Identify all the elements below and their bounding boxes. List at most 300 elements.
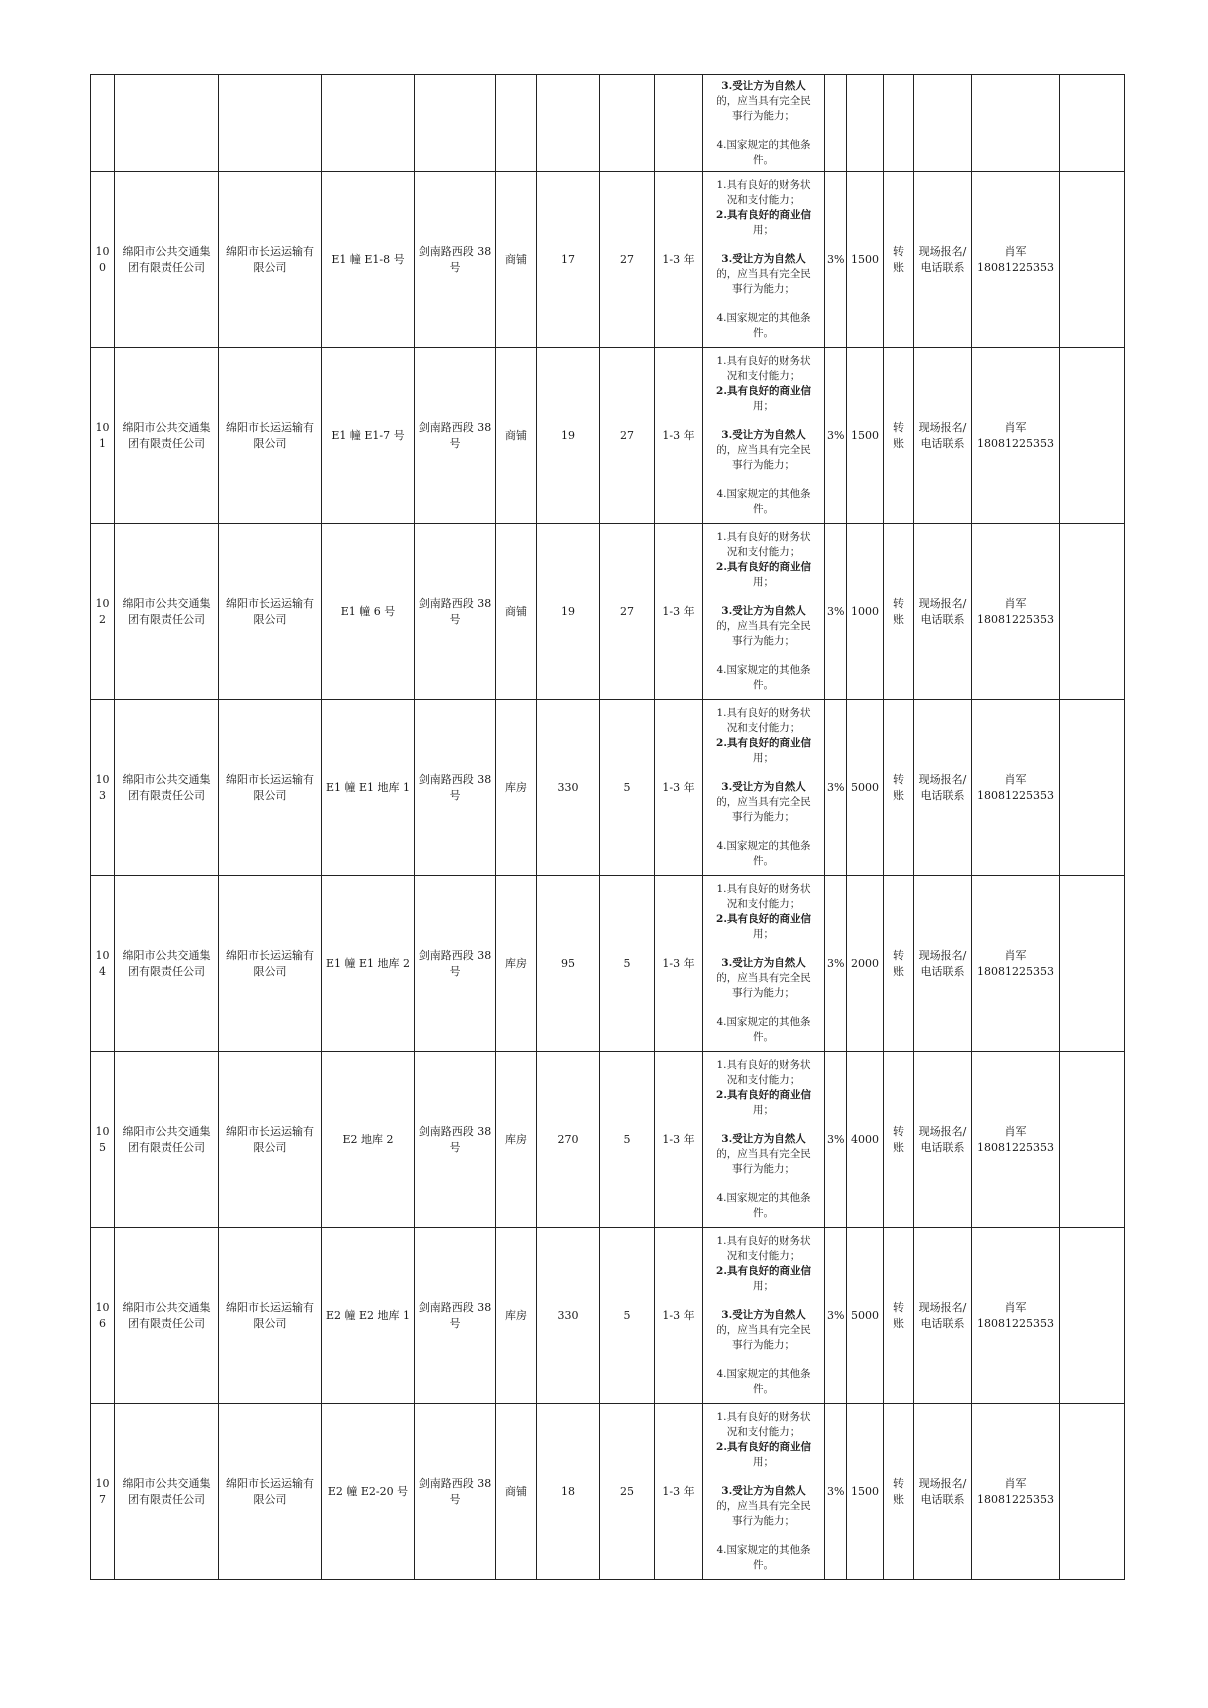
cell-method [914,75,972,172]
payment-line-1: 转 [893,596,904,610]
rental-listing-table [90,74,1125,1580]
table-row [91,1228,1125,1404]
condition-3-line-3: 事行为能力； [732,987,795,999]
cell-address [415,1404,496,1580]
condition-2-line-1 [705,384,822,399]
operator-line-2: 限公司 [253,1492,287,1506]
condition-4-line-1: 4.国家规定的其他条 [716,840,811,852]
cell-owner [115,75,219,172]
condition-3-line-1 [705,780,822,795]
contact-phone: 18081225353 [977,1316,1054,1330]
condition-1-line-2: 况和支付能力； [726,722,801,734]
operator-line-2: 限公司 [253,436,287,450]
condition-1-line-2: 况和支付能力； [726,546,801,558]
operator-line-2: 限公司 [253,1140,287,1154]
condition-2-line-2: 用； [753,928,774,940]
cell-area: 18 [537,1404,600,1580]
table-row [91,876,1125,1052]
cell-term: 1-3 年 [655,1404,703,1580]
cell-deposit: 4000 [847,1052,884,1228]
contact-name: 肖军 [1004,596,1027,610]
condition-gap [705,297,822,311]
cell-area: 19 [537,524,600,700]
condition-4-line-1: 4.国家规定的其他条 [716,1544,811,1556]
cell-operator [219,75,322,172]
condition-1-line-2: 况和支付能力； [726,1074,801,1086]
cell-remarks [1060,1404,1125,1580]
cell-remarks [1060,172,1125,348]
operator-line-1: 绵阳市长运运输有 [226,772,314,786]
condition-gap [705,473,822,487]
owner-line-2: 团有限责任公司 [128,260,205,274]
cell-increase: 3% [825,172,847,348]
condition-3-line-2: 的，应当具有完全民 [716,1500,811,1512]
cell-asset: E1 幢 E1-8 号 [322,172,415,348]
cell-term [655,75,703,172]
cell-conditions [703,172,825,348]
payment-line-1: 转 [893,1476,904,1490]
method-line-2: 电话联系 [920,436,965,450]
condition-2-line-1 [705,560,822,575]
method-line-2: 电话联系 [920,260,965,274]
condition-gap [705,1177,822,1191]
cell-deposit: 1000 [847,524,884,700]
cell-area: 270 [537,1052,600,1228]
contact-name: 肖军 [1004,772,1027,786]
cell-owner [115,524,219,700]
contact-name: 肖军 [1004,1476,1027,1490]
table-row [91,1404,1125,1580]
cell-owner [115,1228,219,1404]
condition-3-number: 3.受让方为自然人 [721,253,806,265]
condition-gap [705,766,822,780]
contact-phone: 18081225353 [977,436,1054,450]
cell-use: 商铺 [496,1404,537,1580]
method-line-1: 现场报名/ [918,1124,967,1138]
condition-3-number: 3.受让方为自然人 [721,1485,806,1497]
cell-price: 27 [600,348,655,524]
condition-3-number: 3.受让方为自然人 [721,1309,806,1321]
cell-method [914,524,972,700]
condition-1-line-2: 况和支付能力； [726,1250,801,1262]
operator-line-2: 限公司 [253,964,287,978]
owner-line-1: 绵阳市公共交通集 [122,1124,211,1138]
contact-name: 肖军 [1004,1124,1027,1138]
cell-operator [219,876,322,1052]
condition-2-number: 2.具有良好的商业信 [716,1265,811,1277]
condition-2-number: 2.具有良好的商业信 [716,209,811,221]
cell-term: 1-3 年 [655,348,703,524]
cell-increase: 3% [825,524,847,700]
condition-3-line-3: 事行为能力； [732,635,795,647]
owner-line-2: 团有限责任公司 [128,612,205,626]
condition-gap [705,1470,822,1484]
cell-no: 103 [91,700,115,876]
contact-phone: 18081225353 [977,964,1054,978]
table-row [91,172,1125,348]
cell-deposit: 5000 [847,700,884,876]
condition-2-number: 2.具有良好的商业信 [716,913,811,925]
cell-payment [884,1228,914,1404]
method-line-2: 电话联系 [920,612,965,626]
operator-line-1: 绵阳市长运运输有 [226,420,314,434]
cell-term: 1-3 年 [655,172,703,348]
condition-3-line-2: 的，应当具有完全民 [716,268,811,280]
cell-remarks [1060,700,1125,876]
cell-deposit: 1500 [847,172,884,348]
cell-increase: 3% [825,1052,847,1228]
cell-address [415,524,496,700]
condition-4-line-2: 件。 [753,1383,774,1395]
cell-no: 102 [91,524,115,700]
cell-method [914,172,972,348]
condition-3-number: 3.受让方为自然人 [721,1133,806,1145]
condition-3-line-1 [705,252,822,267]
address-line-1: 剑南路西段 38 [418,596,492,610]
cell-payment [884,172,914,348]
cell-contact [972,524,1060,700]
payment-line-2: 账 [893,964,904,978]
cell-area: 330 [537,1228,600,1404]
contact-phone: 18081225353 [977,788,1054,802]
operator-line-1: 绵阳市长运运输有 [226,1476,314,1490]
cell-increase: 3% [825,876,847,1052]
condition-1-line-1: 1.具有良好的财务状 [716,883,811,895]
payment-line-2: 账 [893,788,904,802]
payment-line-1: 转 [893,244,904,258]
owner-line-1: 绵阳市公共交通集 [122,596,211,610]
cell-term: 1-3 年 [655,524,703,700]
cell-use: 商铺 [496,524,537,700]
cell-contact [972,876,1060,1052]
condition-2-line-2: 用； [753,224,774,236]
operator-line-2: 限公司 [253,1316,287,1330]
method-line-2: 电话联系 [920,1140,965,1154]
condition-4-line-2: 件。 [753,503,774,515]
address-line-2: 号 [449,1316,461,1330]
cell-remarks [1060,348,1125,524]
cell-asset: E1 幢 6 号 [322,524,415,700]
cell-payment [884,75,914,172]
cell-operator [219,1228,322,1404]
condition-3-line-1 [705,428,822,443]
cell-increase [825,75,847,172]
method-line-2: 电话联系 [920,964,965,978]
condition-2-line-2: 用； [753,576,774,588]
condition-3-line-3: 事行为能力； [732,811,795,823]
condition-4-line-2: 件。 [753,679,774,691]
method-line-1: 现场报名/ [918,948,967,962]
condition-2-line-1 [705,208,822,223]
payment-line-1: 转 [893,420,904,434]
cell-no: 101 [91,348,115,524]
cell-no: 107 [91,1404,115,1580]
address-line-1: 剑南路西段 38 [418,1476,492,1490]
contact-phone: 18081225353 [977,260,1054,274]
condition-2-number: 2.具有良好的商业信 [716,737,811,749]
cell-increase: 3% [825,1228,847,1404]
address-line-2: 号 [449,1492,461,1506]
condition-2-line-2: 用； [753,1104,774,1116]
address-line-2: 号 [449,260,461,274]
address-line-1: 剑南路西段 38 [418,1124,492,1138]
contact-phone: 18081225353 [977,612,1054,626]
condition-2-line-2: 用； [753,1456,774,1468]
cell-payment [884,348,914,524]
condition-4-line-1: 4.国家规定的其他条 [716,664,811,676]
condition-gap [705,124,822,138]
operator-line-1: 绵阳市长运运输有 [226,1300,314,1314]
table-row [91,524,1125,700]
cell-term: 1-3 年 [655,1052,703,1228]
cell-contact [972,75,1060,172]
cell-conditions [703,700,825,876]
condition-4-line-1: 4.国家规定的其他条 [716,138,811,151]
operator-line-1: 绵阳市长运运输有 [226,244,314,258]
cell-area: 17 [537,172,600,348]
payment-line-1: 转 [893,948,904,962]
cell-remarks [1060,1228,1125,1404]
cell-address [415,876,496,1052]
payment-line-2: 账 [893,612,904,626]
cell-address [415,1228,496,1404]
cell-use: 库房 [496,1052,537,1228]
cell-conditions [703,1404,825,1580]
condition-gap [705,1001,822,1015]
cell-method [914,348,972,524]
address-line-2: 号 [449,964,461,978]
condition-2-line-2: 用； [753,400,774,412]
cell-remarks [1060,524,1125,700]
cell-contact [972,700,1060,876]
contact-phone: 18081225353 [977,1140,1054,1154]
cell-use: 库房 [496,1228,537,1404]
owner-line-1: 绵阳市公共交通集 [122,948,211,962]
condition-3-line-3: 事行为能力； [732,1339,795,1351]
condition-4-line-1: 4.国家规定的其他条 [716,1016,811,1028]
cell-method [914,876,972,1052]
condition-2-line-1 [705,1440,822,1455]
cell-area: 330 [537,700,600,876]
cell-address [415,348,496,524]
address-line-2: 号 [449,788,461,802]
condition-3-line-2: 的，应当具有完全民 [716,1324,811,1336]
condition-3-line-2: 的，应当具有完全民 [716,972,811,984]
cell-payment [884,524,914,700]
cell-use: 库房 [496,700,537,876]
address-line-1: 剑南路西段 38 [418,244,492,258]
contact-name: 肖军 [1004,948,1027,962]
condition-3-line-3: 事行为能力； [732,283,795,295]
cell-contact [972,1228,1060,1404]
condition-1-line-1: 1.具有良好的财务状 [716,179,811,191]
condition-2-number: 2.具有良好的商业信 [716,1089,811,1101]
contact-name: 肖军 [1004,420,1027,434]
condition-3-number: 3.受让方为自然人 [721,79,806,92]
cell-price [600,75,655,172]
cell-owner [115,700,219,876]
cell-contact [972,172,1060,348]
condition-2-line-1 [705,1264,822,1279]
owner-line-1: 绵阳市公共交通集 [122,420,211,434]
address-line-2: 号 [449,436,461,450]
cell-conditions [703,348,825,524]
owner-line-2: 团有限责任公司 [128,788,205,802]
cell-price: 5 [600,1228,655,1404]
payment-line-1: 转 [893,1124,904,1138]
condition-gap [705,942,822,956]
cell-price: 5 [600,700,655,876]
condition-1-line-2: 况和支付能力； [726,898,801,910]
condition-3-number: 3.受让方为自然人 [721,429,806,441]
table-row [91,700,1125,876]
owner-line-1: 绵阳市公共交通集 [122,1300,211,1314]
cell-operator [219,1404,322,1580]
condition-4-line-2: 件。 [753,153,774,166]
cell-increase: 3% [825,348,847,524]
address-line-1: 剑南路西段 38 [418,420,492,434]
operator-line-1: 绵阳市长运运输有 [226,1124,314,1138]
cell-no: 106 [91,1228,115,1404]
condition-1-line-1: 1.具有良好的财务状 [716,355,811,367]
cell-conditions [703,1228,825,1404]
cell-price: 5 [600,876,655,1052]
cell-asset: E2 幢 E2-20 号 [322,1404,415,1580]
cell-payment [884,1404,914,1580]
cell-increase: 3% [825,700,847,876]
condition-gap [705,1353,822,1367]
cell-area [537,75,600,172]
cell-operator [219,524,322,700]
condition-3-line-2: 的，应当具有完全民 [716,1148,811,1160]
address-line-1: 剑南路西段 38 [418,772,492,786]
method-line-1: 现场报名/ [918,244,967,258]
condition-3-line-2: 的，应当具有完全民 [716,796,811,808]
cell-term: 1-3 年 [655,876,703,1052]
operator-line-2: 限公司 [253,612,287,626]
payment-line-2: 账 [893,1492,904,1506]
cell-price: 25 [600,1404,655,1580]
cell-conditions [703,75,825,172]
contact-name: 肖军 [1004,244,1027,258]
operator-line-1: 绵阳市长运运输有 [226,596,314,610]
condition-2-line-2: 用； [753,1280,774,1292]
cell-deposit [847,75,884,172]
condition-3-line-3: 事行为能力； [732,459,795,471]
cell-contact [972,1404,1060,1580]
payment-line-2: 账 [893,1140,904,1154]
cell-address [415,1052,496,1228]
condition-3-line-3: 事行为能力； [732,109,795,122]
cell-address [415,75,496,172]
condition-3-line-1 [705,604,822,619]
owner-line-2: 团有限责任公司 [128,1316,205,1330]
method-line-2: 电话联系 [920,1492,965,1506]
cell-conditions [703,524,825,700]
contact-phone: 18081225353 [977,1492,1054,1506]
cell-owner [115,1052,219,1228]
condition-4-line-1: 4.国家规定的其他条 [716,1368,811,1380]
cell-use: 库房 [496,876,537,1052]
method-line-1: 现场报名/ [918,420,967,434]
condition-2-number: 2.具有良好的商业信 [716,561,811,573]
cell-payment [884,700,914,876]
owner-line-2: 团有限责任公司 [128,1140,205,1154]
condition-3-line-3: 事行为能力； [732,1515,795,1527]
cell-asset: E2 地库 2 [322,1052,415,1228]
condition-3-number: 3.受让方为自然人 [721,781,806,793]
cell-method [914,700,972,876]
method-line-1: 现场报名/ [918,1300,967,1314]
condition-3-line-1 [705,1308,822,1323]
condition-1-line-1: 1.具有良好的财务状 [716,1411,811,1423]
cell-address [415,700,496,876]
condition-1-line-1: 1.具有良好的财务状 [716,1235,811,1247]
cell-owner [115,876,219,1052]
address-line-2: 号 [449,1140,461,1154]
cell-method [914,1404,972,1580]
cell-term: 1-3 年 [655,700,703,876]
cell-owner [115,348,219,524]
table-body [91,75,1125,1580]
cell-asset: E1 幢 E1 地库 2 [322,876,415,1052]
condition-gap [705,649,822,663]
table-row [91,1052,1125,1228]
condition-3-line-2: 的，应当具有完全民 [716,94,811,107]
cell-no: 104 [91,876,115,1052]
method-line-1: 现场报名/ [918,1476,967,1490]
operator-line-1: 绵阳市长运运输有 [226,948,314,962]
table-row [91,348,1125,524]
condition-4-line-2: 件。 [753,1559,774,1571]
condition-1-line-2: 况和支付能力； [726,370,801,382]
cell-use: 商铺 [496,348,537,524]
condition-gap [705,825,822,839]
cell-deposit: 1500 [847,1404,884,1580]
cell-no [91,75,115,172]
cell-asset: E1 幢 E1-7 号 [322,348,415,524]
cell-no: 100 [91,172,115,348]
contact-name: 肖军 [1004,1300,1027,1314]
condition-3-line-1 [705,956,822,971]
cell-owner [115,1404,219,1580]
condition-2-line-1 [705,1088,822,1103]
condition-3-line-2: 的，应当具有完全民 [716,444,811,456]
cell-deposit: 1500 [847,348,884,524]
cell-conditions [703,1052,825,1228]
condition-gap [705,238,822,252]
cell-no: 105 [91,1052,115,1228]
cell-conditions [703,876,825,1052]
owner-line-1: 绵阳市公共交通集 [122,244,211,258]
cell-payment [884,1052,914,1228]
method-line-2: 电话联系 [920,1316,965,1330]
condition-4-line-2: 件。 [753,855,774,867]
operator-line-2: 限公司 [253,788,287,802]
cell-area: 19 [537,348,600,524]
condition-3-line-3: 事行为能力； [732,1163,795,1175]
cell-asset [322,75,415,172]
condition-3-line-1 [705,1484,822,1499]
cell-contact [972,1052,1060,1228]
cell-remarks [1060,75,1125,172]
condition-3-number: 3.受让方为自然人 [721,957,806,969]
cell-operator [219,172,322,348]
cell-contact [972,348,1060,524]
cell-price: 5 [600,1052,655,1228]
cell-remarks [1060,876,1125,1052]
address-line-1: 剑南路西段 38 [418,948,492,962]
